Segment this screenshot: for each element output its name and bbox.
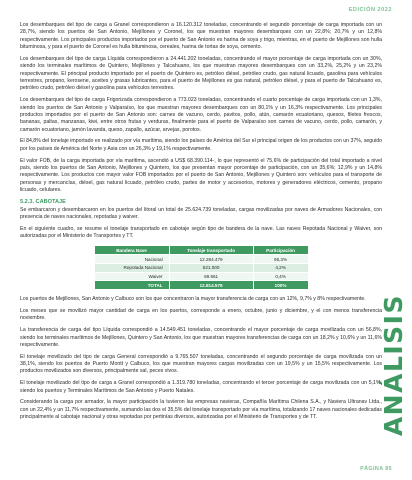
table-row	[94, 255, 308, 264]
page-number: PÁGINA 85	[360, 466, 392, 472]
section-sidebar	[380, 270, 406, 460]
table-row	[94, 263, 308, 272]
table-cell: 100%	[253, 281, 308, 290]
cabotaje-table	[94, 245, 309, 290]
table-cell: 12.814.579	[169, 281, 253, 290]
table-row	[94, 272, 308, 281]
table-cell: 0,4%	[253, 272, 308, 281]
column-header: Tonelaje transportado	[169, 246, 253, 255]
table-header-row	[94, 246, 308, 255]
paragraph: Los desembarques del tipo de carga a Granel correspondieron a 16.120.312 toneladas, concentrando el segundo porcentaje de carga importada con un 28,7%, siendo los puertos de San Antonio, Mejillones y Coronel, los que muestran mayores desembarques con un 22,8%; 20,7% y un 12,8% respectivamente. Los principales productos importados por el puerto de San Antonio es harina de soya y trigo, mientras, en el puerto de Mejillones son hulla bituminosa, y para el puerto de Coronel es hulla bituminosa, cereales, harina de tortas de soya, cemento.	[20, 22, 382, 51]
table-cell: 521.000	[169, 263, 253, 272]
paragraph: Los desembarques del tipo de carga Líquida correspondieron a 24.441.202 toneladas, concentrando el mayor porcentaje de carga importada con un 30%, siendo los terminales marítimos de Quintero, Mejillones y Talcahuano, los que muestran mayores desembarques con un 33,2%, 25,2% y un 23,2% respectivamente. El principal producto importado por el puerto de Quintero es, petróleo diésel, petróleo crudo, gas natural licuado, gasolina para vehículos terrestres, propano, kerosene, aceites y grasas lubricantes, para el puerto de Mejillones es gas natural, petróleo diésel, y para el puerto de Talcahuano es, petróleo crudo, petróleo diésel y gasolina para vehículos terrestres.	[20, 55, 382, 92]
edition-label: EDICIÓN 2022	[348, 7, 392, 13]
table-cell: TOTAL	[94, 281, 169, 290]
column-header: Bandera Nave	[94, 246, 169, 255]
table-cell: 95,3%	[253, 255, 308, 264]
column-header: Participación	[253, 246, 308, 255]
paragraph: Considerando la carga por armador, la mayor participación la tuvieron las empresas navieras, Compañía Marítima Chilena S.A., y Naviera Ultranav Ltda., con un 22,4% y un 11,7% respectivamente, sumando las dos el 35,5% del tonelaje transportado por vía marítima, totalizando 17 naves nacionales dedicadas principalmente al cabotaje nacional y otras repotadas por pertinías diversos, autorizadas por el Ministerio de Transportes y de TT.	[20, 399, 382, 421]
paragraph: Los puertos de Mejillones, San Antonio y Calbuco son los que concentraron la mayor transferencia de carga con un 12%, 9,7% y 8% respectivamente.	[20, 296, 366, 303]
paragraph: Los meses que se movilizó mayor cantidad de carga en los puertos, corresponde a enero, octubre, junio y diciembre, y el con menos transferencia noviembre.	[20, 308, 382, 322]
paragraph: El tonelaje movilizado del tipo de carga General correspondió a 9.765.507 toneladas, concentrando el segundo porcentaje de carga movilizada con un 38,1%, siendo los puertos de Puerto Montt y Calbuco, los que muestran mayores cargas movilizadas con un 19,5% y un 15,5% respectivamente. Los productos movilizados son diversos, principalmente sal, peces vivos.	[20, 353, 382, 375]
paragraph: Los desembarques del tipo de carga Frigorizada correspondieron a 773.023 toneladas, concentrando el cuarto porcentaje de carga importada con un 1,3%, siendo los puertos de San Antonio y Valparaíso, los que muestran mayores desembarques con un 80,1% y un 16,3% respectivamente. Los principales productos importados por el puerto de San Antonio son: carnes de vacuno, cerdo, pavitos, pollo, atún, camarón ecuatoriano, quesos, filetes frescos, bananas, paltas, manzanas, kiwi, entre otros frutas y verduras, finalmente para el puerto de Valparaíso son carnes de vacuno, cerdo, pollo, camarón, y camarón ecuatoriano, jamón lavanda, queso, zapallo, azúcar, arvejas, porotos.	[20, 97, 382, 133]
table-container	[20, 245, 382, 290]
table-cell: Nacional	[94, 255, 169, 264]
section-title: 5.2.3. CABOTAJE	[20, 198, 66, 205]
table-cell: Waiver	[94, 272, 169, 281]
paragraph: El valor FOB, de la carga importada por vía marítima, ascendió a US$ 68.390.114-, lo que representó el 75,6% de participación del total importado a nivel país, siendo los puertos de San Antonio, Mejillones y Quintero, los que presentan mayor porcentaje de participación, con un 35,6%; 12,9% y un 14,8% respectivamente. Los productos con mayor valor FOB importados por el puerto de San Antonio, Mejillones y Quintero son: vehículos para el transporte de personas y mercancías, diésel, gas natural licuado, petróleo crudo, partes de motor y accesorios, motores y generadores eléctricos, cemento, propano licuado, celulares.	[20, 157, 382, 194]
table-cell: Repotada Nacional	[94, 263, 169, 272]
paragraph: En el siguiente cuadro, se resume el tonelaje transportado en cabotaje según tipo de bandera de la nave. Las naves Repotada Nacional y Waiver, son autorizadas por el Ministerio de Transportes y TT.	[20, 225, 382, 240]
table-cell: 4,2%	[253, 263, 308, 272]
paragraph: Se embarcaron y desembarcaron en los puertos del litoral un total de 25.624.739 toneladas, cargas movilizadas por naves de Armadores Nacionales, con presencia de naves nacionales, repotadas y waiver.	[20, 206, 382, 221]
paragraph: El 84,8% del tonelaje importado es realizado por vía marítima, siendo los países de América del Sur el principal origen de los productos con un 37%, seguido por los países de América del Norte y Asia con un 26,3% y 19,1% respectivamente.	[20, 138, 382, 152]
document-body	[20, 22, 382, 426]
table-cell: 69.661	[169, 272, 253, 281]
table-cell: 12.284.479	[169, 255, 253, 264]
table-total-row	[94, 281, 308, 290]
paragraph: El tonelaje movilizado del tipo de carga a Granel correspondió a 1.319.780 toneladas, concentrando el tercer porcentaje de carga movilizada con un 5,1%, siendo los puertos y Terminales Marítimos de San Antonio y Puerto Natales.	[20, 380, 382, 394]
sidebar-label: ANÁLISIS	[378, 293, 408, 437]
paragraph: La transferencia de carga del tipo Líquida correspondió a 14.549.451 toneladas, concentrando el mayor porcentaje de carga movilizada con un 56,8%, siendo los terminales marítimos de Mejillones, Quintero y San Antonio, los que muestran mayores transferencias de carga con un 18,2% y 10,6% y un 11,6% respectivamente.	[20, 327, 382, 348]
